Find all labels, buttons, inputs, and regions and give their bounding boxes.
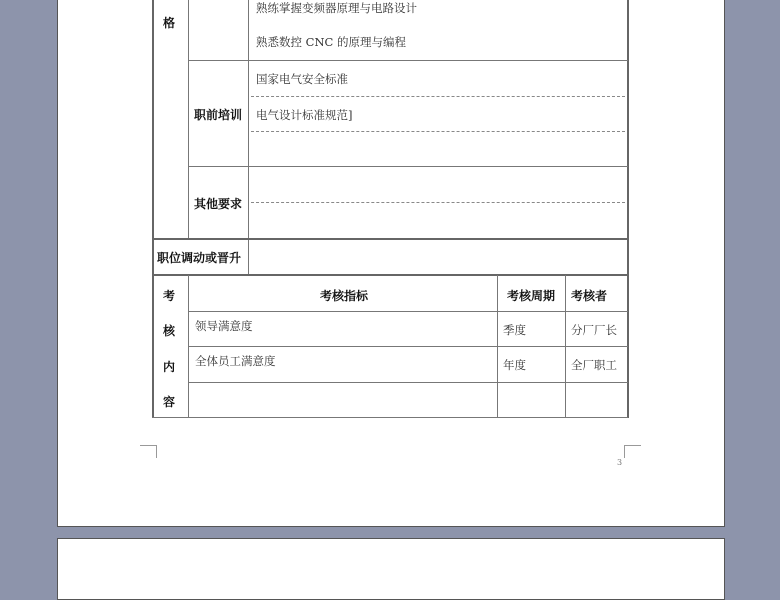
row-indicator: 全体员工满意度 bbox=[195, 354, 276, 368]
document-page-next bbox=[57, 538, 725, 600]
row-period: 季度 bbox=[503, 323, 526, 337]
assessment-side-label: 内 bbox=[163, 360, 176, 374]
header-period: 考核周期 bbox=[507, 289, 556, 303]
training-item: 国家电气安全标准 bbox=[256, 72, 348, 86]
qualification-item: 熟悉数控 CNC 的原理与编程 bbox=[256, 35, 406, 49]
header-indicator: 考核指标 bbox=[320, 289, 369, 303]
row-assessor: 全厂职工 bbox=[571, 358, 617, 372]
promotion-label: 职位调动或晋升 bbox=[157, 251, 242, 265]
training-item: 电气设计标准规范] bbox=[256, 108, 353, 122]
row-indicator: 领导满意度 bbox=[195, 319, 253, 333]
row-assessor: 分厂厂长 bbox=[571, 323, 617, 337]
assessment-side-label: 考 bbox=[163, 289, 176, 303]
crop-mark bbox=[624, 445, 641, 458]
row-period: 年度 bbox=[503, 358, 526, 372]
assessment-side-label: 容 bbox=[163, 395, 176, 409]
qualification-label: 格 bbox=[163, 16, 176, 30]
other-label: 其他要求 bbox=[194, 197, 243, 211]
crop-mark bbox=[140, 445, 157, 458]
training-label: 职前培训 bbox=[194, 108, 243, 122]
qualification-item: 熟练掌握变频器原理与电路设计 bbox=[256, 1, 417, 15]
header-assessor: 考核者 bbox=[571, 289, 608, 303]
page-number: 3 bbox=[617, 458, 623, 467]
assessment-side-label: 核 bbox=[163, 324, 176, 338]
